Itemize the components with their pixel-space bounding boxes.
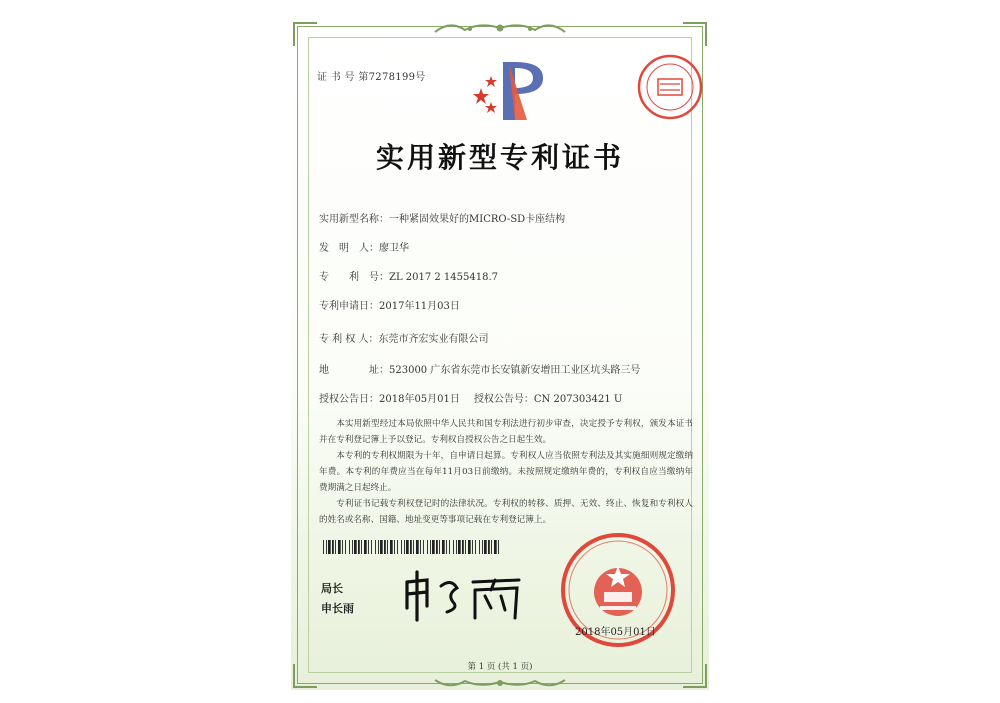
field-label: 地 址： [319,365,389,376]
patent-certificate [291,20,709,690]
field-label: 授权公告日： [319,394,379,405]
patent-office-logo-icon [469,54,553,124]
certificate-number: 证 书 号 第7278199号 [317,72,426,83]
certificate-title: 实用新型专利证书 [375,141,624,174]
floral-ornament-icon [430,20,570,36]
field-value: ZL 2017 2 1455418.7 [389,272,499,283]
director-title: 局长 [321,582,343,595]
field-label: 授权公告号： [473,394,534,405]
field-label: 专利申请日： [319,301,379,312]
corner-ornament-icon [683,22,707,46]
field-label: 专 利 权 人： [319,334,379,345]
field-label: 实用新型名称： [319,214,389,225]
field-utility-model-name [319,210,565,225]
field-value: 2017年11月03日 [379,301,460,312]
field-value: 2018年05月01日 [379,394,460,405]
floral-ornament-icon [430,676,570,690]
field-grant-date [319,390,622,405]
field-value: 东莞市齐宏实业有限公司 [378,334,489,345]
field-label: 发 明 人： [319,243,379,254]
field-inventor [319,239,409,254]
field-value: 廖卫华 [379,243,409,254]
field-value: 一种紧固效果好的MICRO-SD卡座结构 [389,214,566,225]
signature-icon [401,568,531,624]
paragraph-legal-status: 专利证书记载专利权登记时的法律状况。专利权的转移、质押、无效、终止、恢复和专利权人的姓名或名称、国籍、地址变更等事项记载在专利登记簿上。 [319,499,693,525]
corner-ornament-icon [293,22,317,46]
field-value: 523000 广东省东莞市长安镇新安增田工业区坑头路三号 [389,365,641,376]
paragraph-term: 本专利的专利权期限为十年，自申请日起算。专利权人应当依照专利法及其实施细则规定缴纳年费。本专利的年费应当在每年11月03日前缴纳。未按照规定缴纳年费的，专利权自应当缴纳年费期满之日起终止。 [319,451,693,493]
field-patent-number [319,268,498,283]
field-address [319,361,640,376]
field-value: CN 207303421 U [533,394,623,405]
page-number: 第 1 页 (共 1 页) [467,662,533,672]
field-label: 专 利 号： [319,272,389,283]
barcode-icon [323,540,501,554]
field-patentee [319,330,489,345]
agency-seal-icon [636,53,704,121]
seal-date: 2018年05月01日 [575,627,656,638]
field-application-date [319,297,460,312]
paragraph-grant: 本实用新型经过本局依照中华人民共和国专利法进行初步审查，决定授予专利权，颁发本证书并在专利登记簿上予以登记。专利权自授权公告之日起生效。 [319,419,693,445]
director-name: 申长雨 [321,602,354,615]
